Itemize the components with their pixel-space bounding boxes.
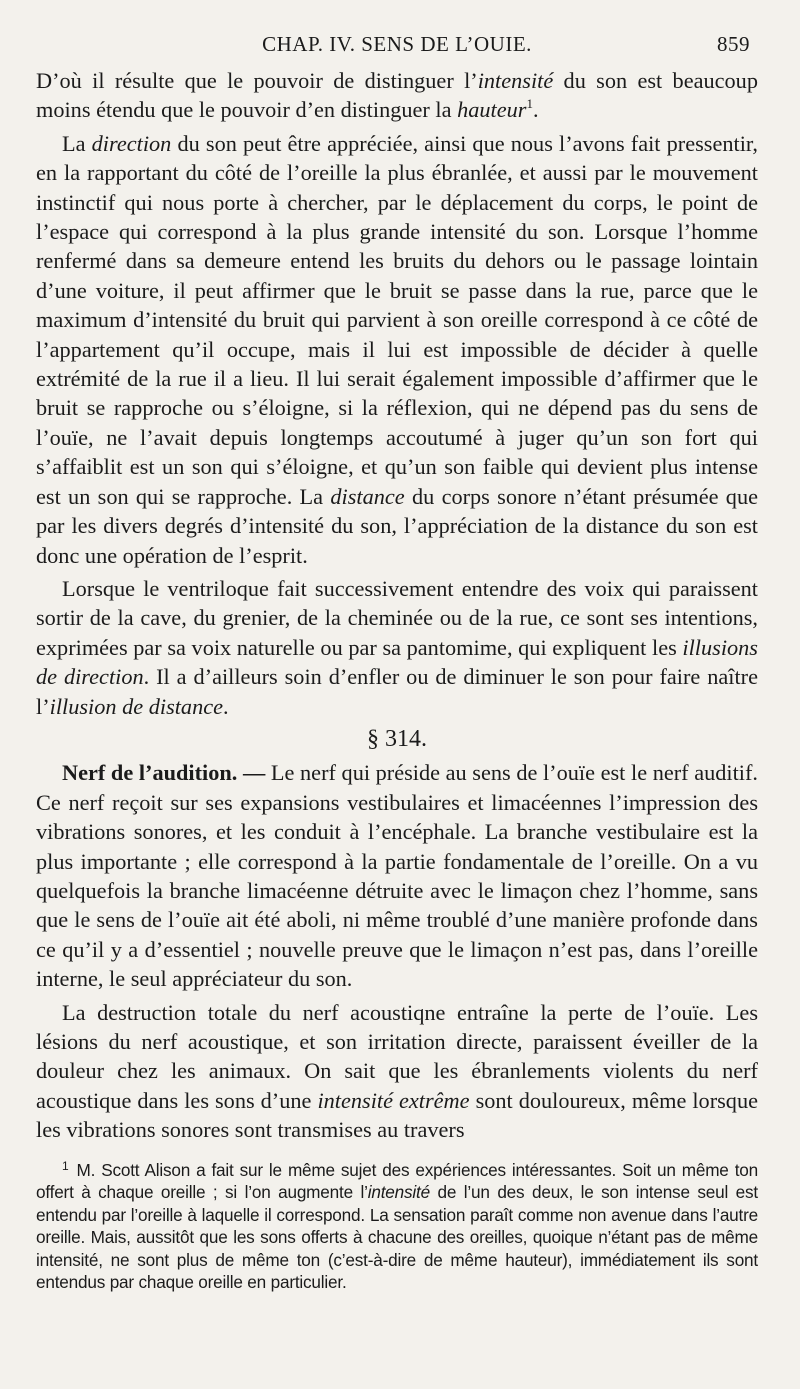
term-illusion-distance: illusion de distance <box>49 693 224 719</box>
paragraph-auditory-nerve: Nerf de l’audition. — Le nerf qui préside au sens de l’ouïe est le nerf auditif. Ce nerf reçoit sur ses expansions vestibulaires et limacéennes l’impression des vibrations sonores, et les conduit à l’encéphale. La branche vestibulaire est la plus importante ; elle correspond à la partie fondamentale de l’oreille. On a vu quelquefois la branche limacéenne détruite avec le limaçon chez l’homme, sans que le sens de l’ouïe ait été aboli, ni même troublé d’une manière profonde dans ce qu’il y a d’essentiel ; nouvelle preuve que le limaçon n’est pas, dans l’oreille interne, le seul appréciateur du son. <box>36 760 758 992</box>
paragraph-intensity-conclusion: D’où il résulte que le pouvoir de distinguer l’intensité du son est beaucoup moins étendu que le pouvoir d’en distinguer la hauteur$^1$. <box>36 68 758 123</box>
paragraph-ventriloquist: Lorsque le ventriloque fait successivement entendre des voix qui paraissent sortir de la cave, du grenier, de la cheminée ou de la rue, ce sont ses intentions, exprimées par sa voix naturelle ou par sa pantomime, qui expliquent les illusions de direction. Il a d’ailleurs soin d’enfler ou de diminuer le son pour faire naître l’illusion de distance. <box>36 575 758 719</box>
runin-heading: Nerf de l’audition. — <box>62 760 266 786</box>
chapter-title: CHAP. IV. SENS DE L’OUIE. <box>262 32 532 56</box>
footnote-term-intensite: intensité <box>367 1182 430 1203</box>
running-header <box>36 26 758 66</box>
term-intensite-extreme: intensité extrême <box>317 1087 470 1113</box>
term-intensite: intensité <box>477 68 554 93</box>
body-text <box>36 66 758 1145</box>
term-distance: distance <box>330 483 405 509</box>
paragraph-nerve-destruction: La destruction totale du nerf acoustiqne entraîne la perte de l’ouïe. Les lésions du nerf acoustique, et son irritation directe, paraissent éveiller de la douleur chez les animaux. On sait que les ébranlements violents du nerf acoustique dans les sons d’une intensité extrême sont douloureux, même lorsque les vibrations sonores sont transmises au travers <box>36 999 759 1143</box>
footnote: $^1$ M. Scott Alison a fait sur le même sujet des expériences intéressantes. Soit un même ton offert à chaque oreille ; si l’on augmente l’intensité de l’un des deux, le son intense seul est entendu par l’oreille à laquelle il correspond. La sensation paraît comme non avenue dans l’autre oreille. Mais, aussitôt que les sons offerts à chacune des oreilles, quoique n’étant pas de même intensité, ne sont plus de même ton (c’est-à-dire de même hauteur), immédiatement ils sont entendus par chaque oreille en particulier. <box>36 1158 758 1293</box>
paragraph-direction: La direction du son peut être appréciée, ainsi que nous l’avons fait pressentir, en la rapportant du côté de l’oreille la plus ébranlée, et aussi par le mouvement instinctif qui nous porte à chercher, par le déplacement du corps, le point de l’espace qui correspond à la plus grande intensité du son. Lorsque l’homme renfermé dans sa demeure entend les bruits du dehors ou le passage lointain d’une voiture, il peut affirmer que le bruit se passe dans la rue, parce que le maximum d’intensité du bruit qui parvient à son oreille correspond à ce côté de l’appartement qu’il occupe, mais il lui est impossible de décider à quelle extrémité de la rue il a lieu. Il lui serait également impossible d’affirmer que le bruit se rapproche ou s’éloigne, si la réflexion, qui ne dépend pas du sens de l’ouïe, ne l’avait depuis longtemps accoutumé à juger qu’un son fort qui s’affaiblit est un son qui s’éloigne, et qu’un son faible qui devient plus intense est un son qui se rapproche. La distance du corps sonore n’étant présumée que par les divers degrés d’intensité du son, l’appréciation de la distance du son est donc une opération de l’esprit. <box>36 130 758 568</box>
footnote-reference: 1 <box>526 96 533 112</box>
footnote-mark: 1 <box>62 1158 69 1173</box>
page-number: 859 <box>717 32 750 56</box>
term-direction: direction <box>91 130 172 156</box>
section-heading: § 314. <box>367 725 427 752</box>
term-illusions-direction: illusions de direction <box>36 634 758 690</box>
term-hauteur: hauteur <box>457 97 527 123</box>
